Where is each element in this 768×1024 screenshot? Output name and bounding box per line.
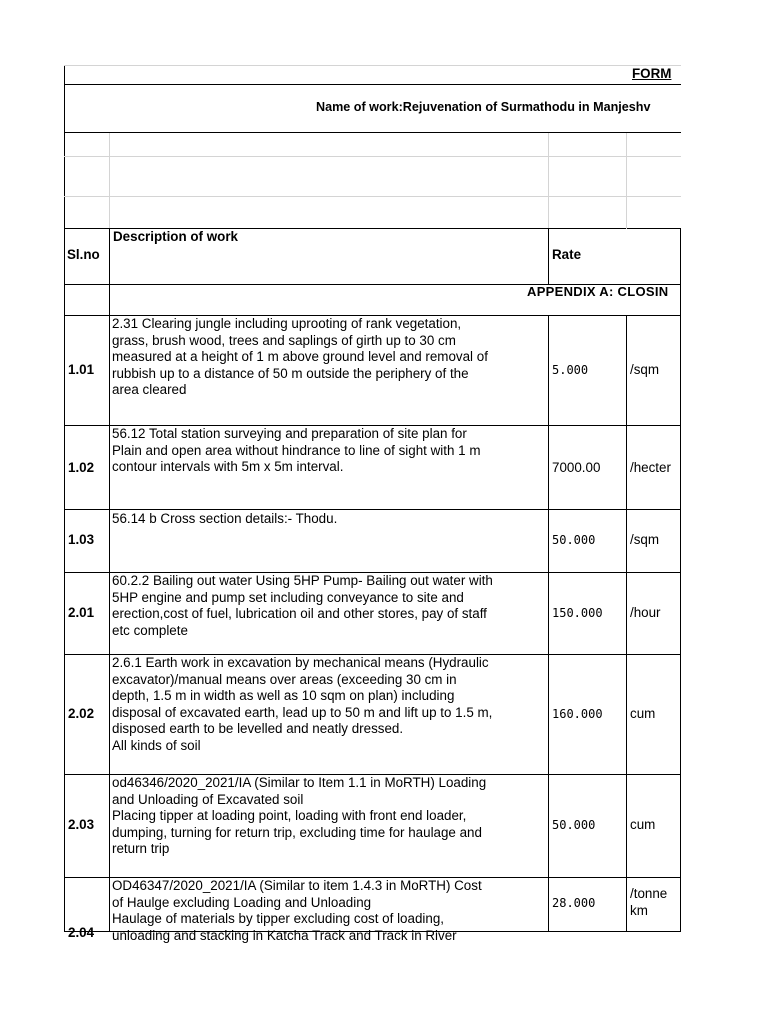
row-slno: 1.02 — [68, 460, 95, 475]
row-description: OD46347/2020_2021/IA (Similar to item 1.4.3 in MoRTH) Cost of Haulge excluding Loading and Unloading Haulage of materials by tipper excluding cost of loading, unloading and stacking in Katcha Track and Track in River — [112, 878, 482, 943]
gridline-vertical — [548, 133, 549, 229]
header-description: Description of work — [113, 229, 238, 244]
row-rate: 28.000 — [552, 896, 596, 910]
row-description: od46346/2020_2021/IA (Similar to Item 1.1 in MoRTH) Loading and Unloading of Excavated soil Placing tipper at loading point, loading with front end loader, dumping, turning for return trip, excluding time for haulage and return trip — [112, 775, 487, 856]
row-slno: 2.02 — [68, 706, 95, 721]
row-rate: 50.000 — [552, 818, 596, 832]
row-unit: /hour — [630, 605, 661, 620]
row-description: 56.12 Total station surveying and preparation of site plan for Plain and open area without hindrance to line of sight with 1 m contour intervals with 5m x 5m interval. — [112, 426, 481, 474]
row-description: 56.14 b Cross section details:- Thodu. — [112, 511, 338, 526]
col-rule-rate — [548, 228, 549, 285]
row-unit: cum — [630, 817, 656, 832]
form-title: FORM — [632, 66, 672, 81]
row-unit: /tonne km — [630, 886, 668, 918]
title-rule — [64, 84, 681, 85]
row-rate: 7000.00 — [552, 460, 601, 475]
row-slno: 2.03 — [68, 817, 95, 832]
row-unit: /hecter — [630, 460, 671, 475]
col-rule-desc — [109, 228, 110, 932]
row-rule — [64, 509, 681, 510]
row-slno: 1.03 — [68, 532, 95, 547]
gridline-vertical — [109, 133, 110, 229]
row-slno: 2.01 — [68, 605, 95, 620]
gridline — [64, 156, 681, 157]
row-unit: cum — [630, 706, 656, 721]
row-rate: 50.000 — [552, 533, 596, 547]
col-rule-unit — [626, 315, 627, 932]
section-title: APPENDIX A: CLOSIN — [527, 284, 669, 299]
row-unit: /sqm — [630, 362, 660, 377]
rate-sheet — [64, 65, 681, 943]
top-gridline — [64, 65, 681, 66]
name-rule — [64, 132, 681, 133]
row-unit: /sqm — [630, 532, 660, 547]
row-description: 2.6.1 Earth work in excavation by mechanical means (Hydraulic excavator)/manual means over areas (exceeding 30 cm in depth, 1.5 m in width as well as 10 sqm on plan) including disposal of excavated earth, lead up to 50 m and lift up to 1.5 m, disposed earth to be levelled and neatly dressed. All kinds of soil — [112, 655, 493, 753]
gridline — [64, 196, 681, 197]
row-slno: 1.01 — [68, 362, 95, 377]
header-rate: Rate — [552, 247, 582, 262]
row-rate: 150.000 — [552, 606, 603, 620]
header-slno: Sl.no — [67, 247, 100, 262]
name-of-work: Name of work:Rejuvenation of Surmathodu in Manjeshv — [316, 100, 651, 114]
gridline-vertical — [626, 133, 627, 229]
row-slno: 2.04 — [68, 925, 95, 940]
col-rule-rate — [548, 315, 549, 932]
row-description: 60.2.2 Bailing out water Using 5HP Pump- Bailing out water with 5HP engine and pump set including conveyance to site and erection,cost of fuel, lubrication oil and other stores, pay of staff etc complete — [112, 573, 493, 638]
row-description: 2.31 Clearing jungle including uprooting of rank vegetation, grass, brush wood, trees and saplings of girth up to 30 cm measured at a height of 1 m above ground level and removal of rubbish up to a distance of 50 m outside the periphery of the area cleared — [112, 316, 488, 397]
row-rate: 160.000 — [552, 707, 603, 721]
row-rate: 5.000 — [552, 363, 589, 377]
outer-right-border — [680, 228, 681, 932]
